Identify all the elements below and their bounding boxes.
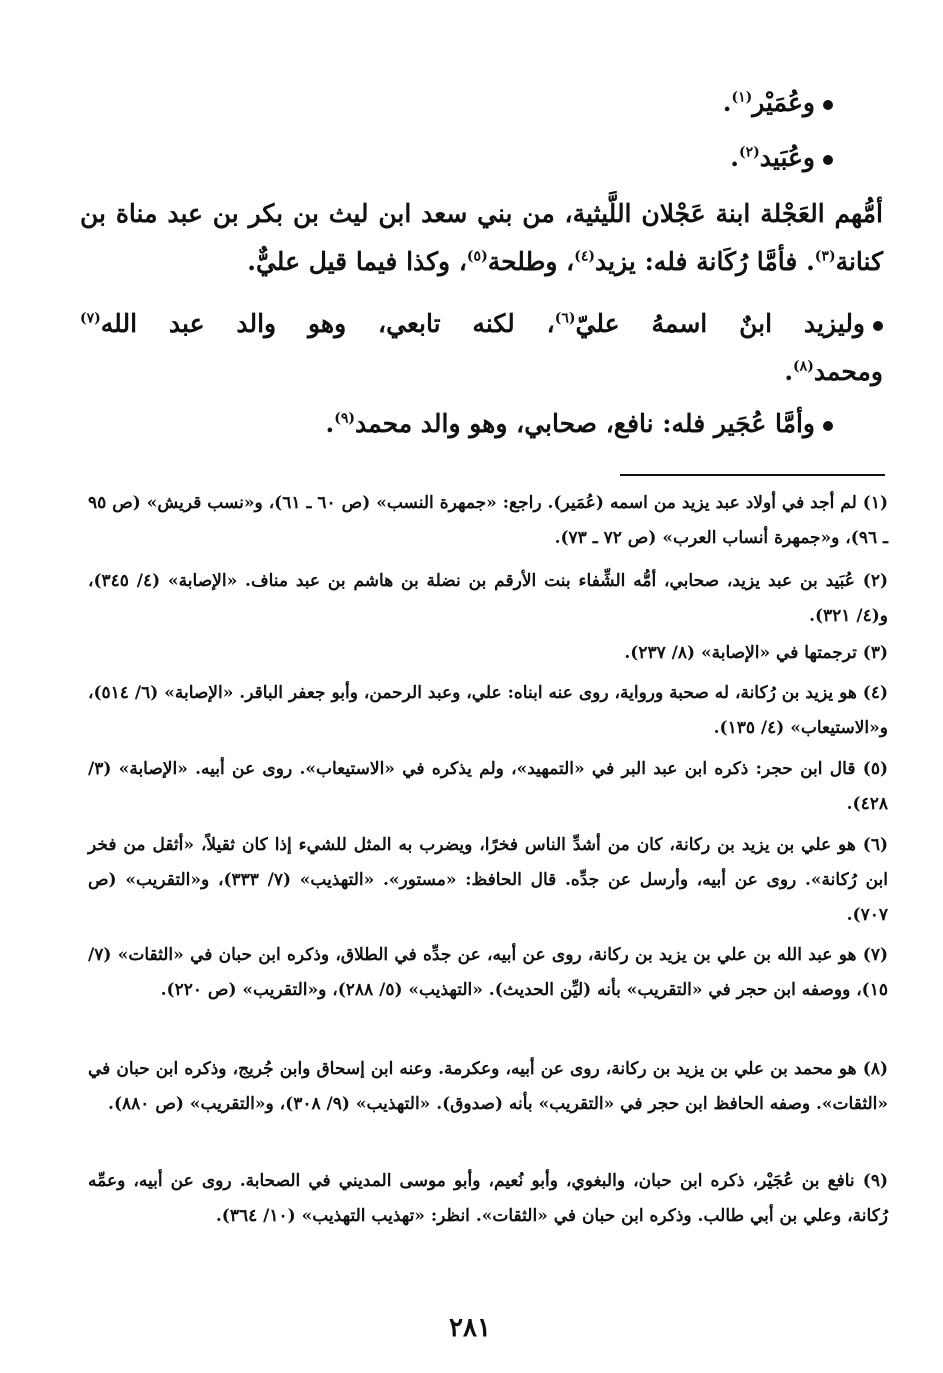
- bullet-dot: [823, 421, 833, 431]
- footnote-ref: (٣): [814, 248, 836, 265]
- paragraph-line: [80, 300, 883, 348]
- footnote-ref: (٤): [574, 248, 596, 265]
- footnote-9: (٩) نافع بن عُجَيْر، ذكره ابن حبان، والبغوي، وأبو نُعيم، وأبو موسى المديني في الصحابة. روى عن أبيه، وعمِّه رُكانة، وعلي بن أبي طالب. وذكره ابن حبان في «الثقات». انظر: «تهذيب التهذيب» (١٠/ ٣٦٤).: [88, 1171, 888, 1226]
- bullet-ujayr: [326, 405, 834, 444]
- footnote-ref: (١): [731, 89, 753, 106]
- text-span: وأمَّا عُجَير فله: نافع، صحابي، وهو والد محمد: [355, 409, 815, 438]
- text-span: وليزيد ابنٌ اسمهُ عليّ: [575, 309, 866, 338]
- text-span: ومحمد: [813, 357, 883, 386]
- bullet-umair: [723, 84, 833, 123]
- paragraph-line: أمُّهم العَجْلة ابنة عَجْلان اللَّيثية، من بني سعد ابن ليث بن بكر بن عبد مناة بن: [80, 199, 883, 228]
- footnote-1: (١) لم أجد في أولاد عبد يزيد من اسمه (عُمَير). راجع: «جمهرة النسب» (ص ٦٠ ـ ٦١)، و«نسب قريش» (ص ٩٥ ـ ٩٦)، و«جمهرة أنساب العرب» (ص ٧٢ ـ ٧٣).: [88, 493, 888, 548]
- bullet-dot: [823, 155, 833, 165]
- footnote-4: (٤) هو يزيد بن رُكانة، له صحبة ورواية، روى عنه ابناه: علي، وعبد الرحمن، وأبو جعفر الباقر. «الإصابة» (٦/ ٥١٤)، و«الاستيعاب» (٤/ ١٣٥).: [88, 683, 888, 738]
- text-span: ، لكنه تابعي، وهو والد عبد الله: [100, 309, 555, 338]
- bullet-end: .: [722, 88, 732, 117]
- footnote-6: (٦) هو علي بن يزيد بن ركانة، كان من أشدِّ الناس فخرًا، ويضرب به المثل للشيء إذا كان ثقيلاً، «أثقل من فخر ابن رُكانة». روى عن أبيه، وأرسل عن جدِّه. قال الحافظ: «مستور». «التهذيب» (٧/ ٣٣٣)، و«التقريب» (ص ٧٠٧).: [88, 835, 888, 925]
- bullet-yazid: [80, 300, 883, 396]
- text-span: ، وطلحة: [487, 247, 575, 276]
- footnote-ref: (٦): [554, 310, 576, 327]
- bullet-ubayd: [730, 139, 833, 178]
- bullet-end: .: [730, 143, 740, 172]
- bullet-text: وعُبَيد: [759, 143, 815, 172]
- paragraph-mothers: [80, 190, 883, 286]
- paragraph-line: [80, 238, 883, 286]
- text-span: .: [784, 357, 794, 386]
- text-span: ، وكذا فيما قيل عليٌّ.: [247, 247, 467, 276]
- footnote-7: (٧) هو عبد الله بن علي بن يزيد بن ركانة، روى عن أبيه، عن جدِّه في الطلاق، وذكره ابن حبان في «الثقات» (٧/ ١٥)، ووصفه ابن حجر في «التقريب» بأنه (ليِّن الحديث). «التهذيب» (٥/ ٢٨٨)، و«التقريب» (ص ٢٢٠).: [88, 945, 888, 1000]
- footnote-5: (٥) قال ابن حجر: ذكره ابن عبد البر في «التمهيد»، ولم يذكره في «الاستيعاب». روى عن أبيه. «الإصابة» (٣/ ٤٢٨).: [88, 759, 888, 814]
- text-span: .: [325, 409, 335, 438]
- footnote-8: (٨) هو محمد بن علي بن يزيد بن ركانة، روى عن أبيه، وعكرمة. وعنه ابن إسحاق وابن جُريج، وذكره ابن حبان في «الثقات». وصفه الحافظ ابن حجر في «التقريب» بأنه (صدوق). «التهذيب» (٩/ ٣٠٨)، و«التقريب» (ص ٨٨٠).: [88, 1059, 888, 1114]
- footnote-separator: [620, 474, 885, 476]
- text-span: كنانة: [835, 247, 883, 276]
- footnote-ref: (٨): [793, 358, 814, 375]
- bullet-dot: [873, 321, 883, 331]
- footnote-ref: (٧): [80, 310, 101, 327]
- footnote-2: (٢) عُبَيد بن عبد يزيد، صحابي، أمُّه الشِّفاء بنت الأرقم بن نضلة بن هاشم بن عبد مناف. «الإصابة» (٤/ ٣٤٥)، و(٤/ ٣٢١).: [88, 571, 888, 626]
- footnote-ref: (٩): [334, 410, 355, 427]
- footnote-3: (٣) ترجمتها في «الإصابة» (٨/ ٢٣٧).: [624, 643, 888, 663]
- bullet-dot: [823, 100, 833, 110]
- page-number: ٢٨١: [449, 1313, 491, 1343]
- footnote-ref: (٥): [466, 248, 488, 265]
- footnote-ref: (٢): [739, 144, 760, 161]
- bullet-text: وعُمَيْر: [752, 88, 815, 117]
- paragraph-line: [80, 348, 883, 396]
- text-span: . فأمَّا رُكَانة فله: يزيد: [595, 247, 815, 276]
